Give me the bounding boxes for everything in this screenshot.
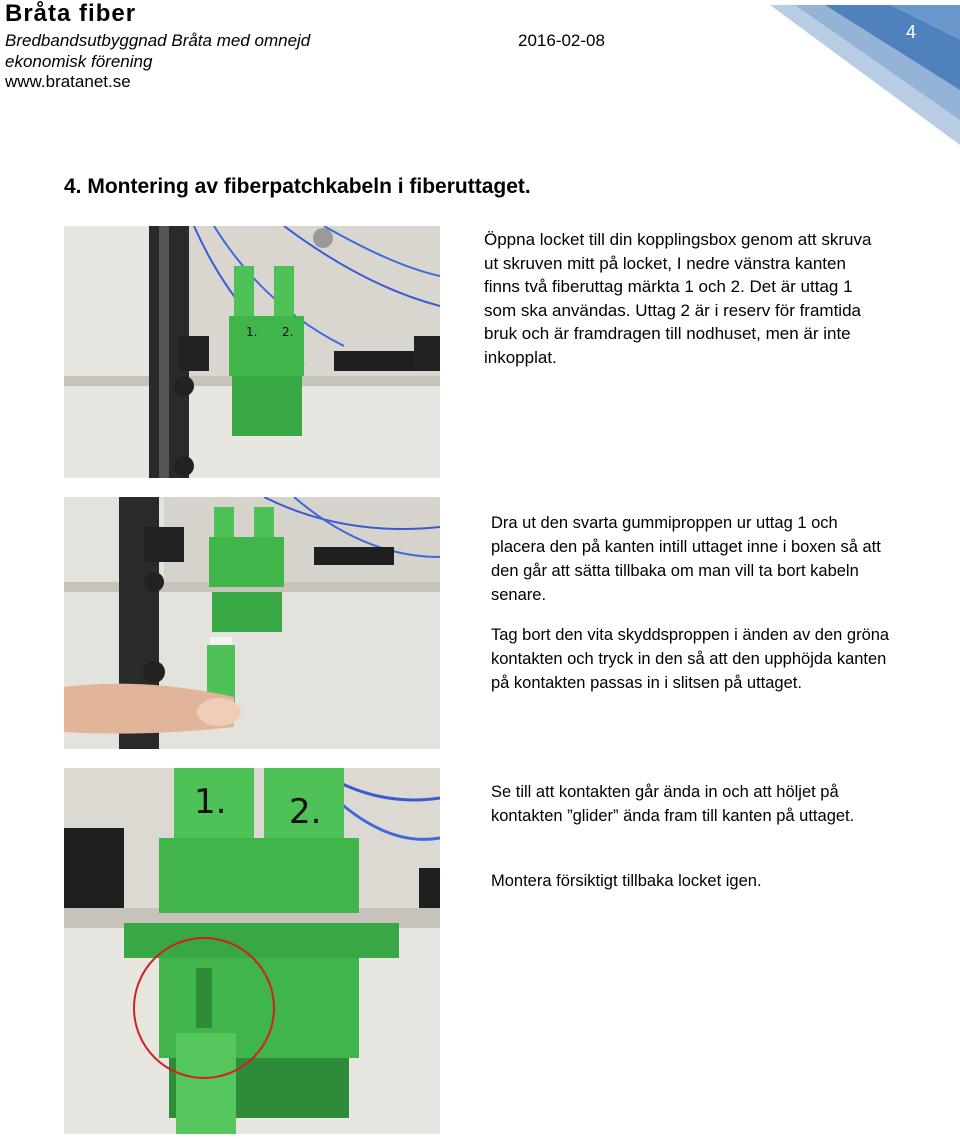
port1-label: 1. [246, 325, 258, 339]
port2-label: 2. [282, 325, 294, 339]
paragraph-open-lid: Öppna locket till din kopplingsbox genom att skruva ut skruven mitt på locket, I nedre vänstra kanten finns två fiberuttag märkta 1 och 2. Det är uttag 1 som ska användas. Uttag 2 är i reserv för framtida bruk och är framdragen till nodhuset, men är inte inkopplat. [484, 230, 872, 367]
paragraph-reattach-lid: Montera försiktigt tillbaka locket igen. [491, 872, 762, 890]
header-title: Bråta fiber [5, 0, 137, 27]
photo-connector-closeup [64, 768, 440, 1134]
header-line2: ekonomisk förening [5, 52, 153, 71]
port1-label-closeup: 1. [194, 782, 227, 822]
page-number: 4 [906, 22, 917, 42]
header-date: 2016-02-08 [518, 31, 605, 50]
header-line1: Bredbandsutbyggnad Bråta med omnejd [5, 31, 311, 50]
section-heading: 4. Montering av fiberpatchkabeln i fiberuttaget. [64, 175, 531, 198]
photo-remove-plug [64, 497, 440, 749]
paragraph-check-connector: Se till att kontakten går ända in och att höljet på kontakten ”glider” ända fram till kanten på uttaget. [491, 783, 855, 825]
port2-label-closeup: 2. [289, 792, 322, 832]
paragraph-insert-connector: Tag bort den vita skyddsproppen i änden av den gröna kontakten och tryck in den så att den upphöjda kanten på kontakten passas in i slitsen på uttaget. [491, 626, 890, 692]
header-url: www.bratanet.se [5, 72, 131, 91]
corner-decoration [740, 0, 960, 145]
photo-fiber-box-overview [64, 226, 440, 478]
paragraph-remove-plug: Dra ut den svarta gummiproppen ur uttag 1 och placera den på kanten intill uttaget inne i boxen så att den går att sätta tillbaka om man vill ta bort kabeln senare. [491, 514, 881, 604]
